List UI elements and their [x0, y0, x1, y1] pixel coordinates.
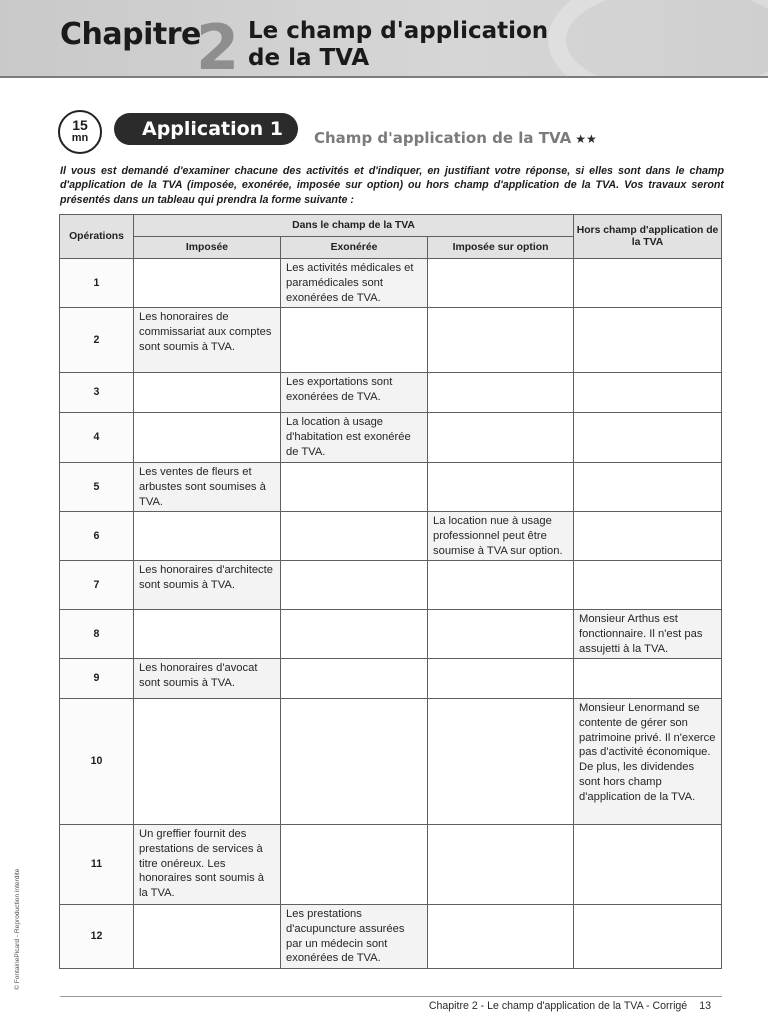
cell-exoneree: Les prestations d'acupuncture assurées par un médecin sont exonérées de TVA. — [281, 905, 428, 969]
chapter-title-line1: Le champ d'application — [248, 18, 549, 44]
cell-option — [428, 463, 574, 512]
cell-option — [428, 825, 574, 905]
operation-number: 7 — [60, 561, 134, 610]
cell-exoneree: La location à usage d'habitation est exonérée de TVA. — [281, 413, 428, 463]
cell-hors-champ — [574, 905, 722, 969]
application-subtitle — [314, 129, 597, 147]
cell-imposee: Les honoraires de commissariat aux comptes sont soumis à TVA. — [134, 308, 281, 373]
cell-imposee — [134, 259, 281, 308]
cell-hors-champ — [574, 373, 722, 413]
cell-exoneree — [281, 659, 428, 699]
table-row — [60, 561, 722, 610]
duration-value: 15 — [72, 117, 88, 133]
cell-exoneree — [281, 463, 428, 512]
cell-hors-champ — [574, 308, 722, 373]
operation-number: 3 — [60, 373, 134, 413]
table-row — [60, 905, 722, 969]
cell-option: La location nue à usage professionnel peut être soumise à TVA sur option. — [428, 512, 574, 561]
duration-unit: mn — [71, 132, 89, 144]
cell-imposee — [134, 512, 281, 561]
table-row — [60, 825, 722, 905]
chapter-number: 2 — [196, 11, 240, 78]
cell-imposee — [134, 905, 281, 969]
header-operations: Opérations — [60, 215, 134, 259]
chapter-title-line2: de la TVA — [248, 45, 370, 71]
table-row — [60, 512, 722, 561]
operation-number: 11 — [60, 825, 134, 905]
cell-imposee: Les honoraires d'architecte sont soumis à TVA. — [134, 561, 281, 610]
cell-hors-champ: Monsieur Arthus est fonctionnaire. Il n'est pas assujetti à la TVA. — [574, 610, 722, 659]
header-option: Imposée sur option — [428, 237, 574, 259]
tva-classification-table — [59, 214, 722, 969]
cell-exoneree — [281, 308, 428, 373]
cell-imposee — [134, 610, 281, 659]
table-row — [60, 699, 722, 825]
cell-exoneree: Les activités médicales et paramédicales sont exonérées de TVA. — [281, 259, 428, 308]
cell-exoneree — [281, 561, 428, 610]
cell-imposee — [134, 699, 281, 825]
operation-number: 6 — [60, 512, 134, 561]
cell-exoneree: Les exportations sont exonérées de TVA. — [281, 373, 428, 413]
table-row — [60, 373, 722, 413]
copyright-note: © FontainePicard - Reproduction interdite — [14, 868, 21, 990]
cell-hors-champ — [574, 825, 722, 905]
table-row — [60, 610, 722, 659]
footer-text: Chapitre 2 - Le champ d'application de la TVA - Corrigé — [428, 1000, 688, 1012]
footer-divider — [60, 996, 722, 997]
cell-option — [428, 659, 574, 699]
operation-number: 4 — [60, 413, 134, 463]
cell-imposee — [134, 413, 281, 463]
table-row — [60, 413, 722, 463]
operation-number: 5 — [60, 463, 134, 512]
table-row — [60, 659, 722, 699]
operation-number: 8 — [60, 610, 134, 659]
operation-number: 10 — [60, 699, 134, 825]
cell-option — [428, 699, 574, 825]
cell-option — [428, 413, 574, 463]
cell-imposee: Les honoraires d'avocat sont soumis à TVA. — [134, 659, 281, 699]
table-row — [60, 463, 722, 512]
header-imposee: Imposée — [134, 237, 281, 259]
page-number: 13 — [699, 1000, 711, 1012]
cell-hors-champ — [574, 463, 722, 512]
cell-hors-champ — [574, 259, 722, 308]
operation-number: 9 — [60, 659, 134, 699]
cell-option — [428, 561, 574, 610]
table-row — [60, 308, 722, 373]
operation-number: 2 — [60, 308, 134, 373]
cell-exoneree — [281, 825, 428, 905]
header-in-scope: Dans le champ de la TVA — [134, 215, 574, 237]
cell-exoneree — [281, 610, 428, 659]
cell-hors-champ — [574, 512, 722, 561]
chapter-header — [0, 0, 768, 78]
cell-hors-champ — [574, 561, 722, 610]
instructions-text: Il vous est demandé d'examiner chacune des activités et d'indiquer, en justifiant votre réponse, si elles sont dans le champ d'application de la TVA (imposée, exonérée, imposée sur option) ou hors champ d'application de la TVA. Vos travaux seront présentés dans un tableau qui prendra la forme suivante : — [60, 165, 724, 206]
duration-badge — [58, 110, 102, 154]
header-decoration — [548, 0, 768, 78]
cell-option — [428, 259, 574, 308]
cell-option — [428, 905, 574, 969]
difficulty-stars: ★★ — [575, 132, 597, 146]
header-exoneree: Exonérée — [281, 237, 428, 259]
operation-number: 12 — [60, 905, 134, 969]
cell-option — [428, 373, 574, 413]
page-footer — [60, 1000, 711, 1012]
cell-option — [428, 308, 574, 373]
cell-exoneree — [281, 699, 428, 825]
cell-exoneree — [281, 512, 428, 561]
header-out-of-scope: Hors champ d'application de la TVA — [574, 215, 722, 259]
subtitle-text: Champ d'application de la TVA — [314, 129, 572, 147]
cell-hors-champ: Monsieur Lenormand se contente de gérer son patrimoine privé. Il n'exerce pas d'activité économique. De plus, les dividendes sont hors champ d'application de la TVA. — [574, 699, 722, 825]
cell-imposee: Les ventes de fleurs et arbustes sont soumises à TVA. — [134, 463, 281, 512]
cell-hors-champ — [574, 413, 722, 463]
application-label: Application 1 — [114, 113, 298, 145]
table-row — [60, 259, 722, 308]
chapter-title — [248, 18, 548, 72]
cell-imposee: Un greffier fournit des prestations de services à titre onéreux. Les honoraires sont soumis à la TVA. — [134, 825, 281, 905]
cell-option — [428, 610, 574, 659]
cell-hors-champ — [574, 659, 722, 699]
cell-imposee — [134, 373, 281, 413]
chapter-label: Chapitre — [60, 17, 201, 52]
operation-number: 1 — [60, 259, 134, 308]
